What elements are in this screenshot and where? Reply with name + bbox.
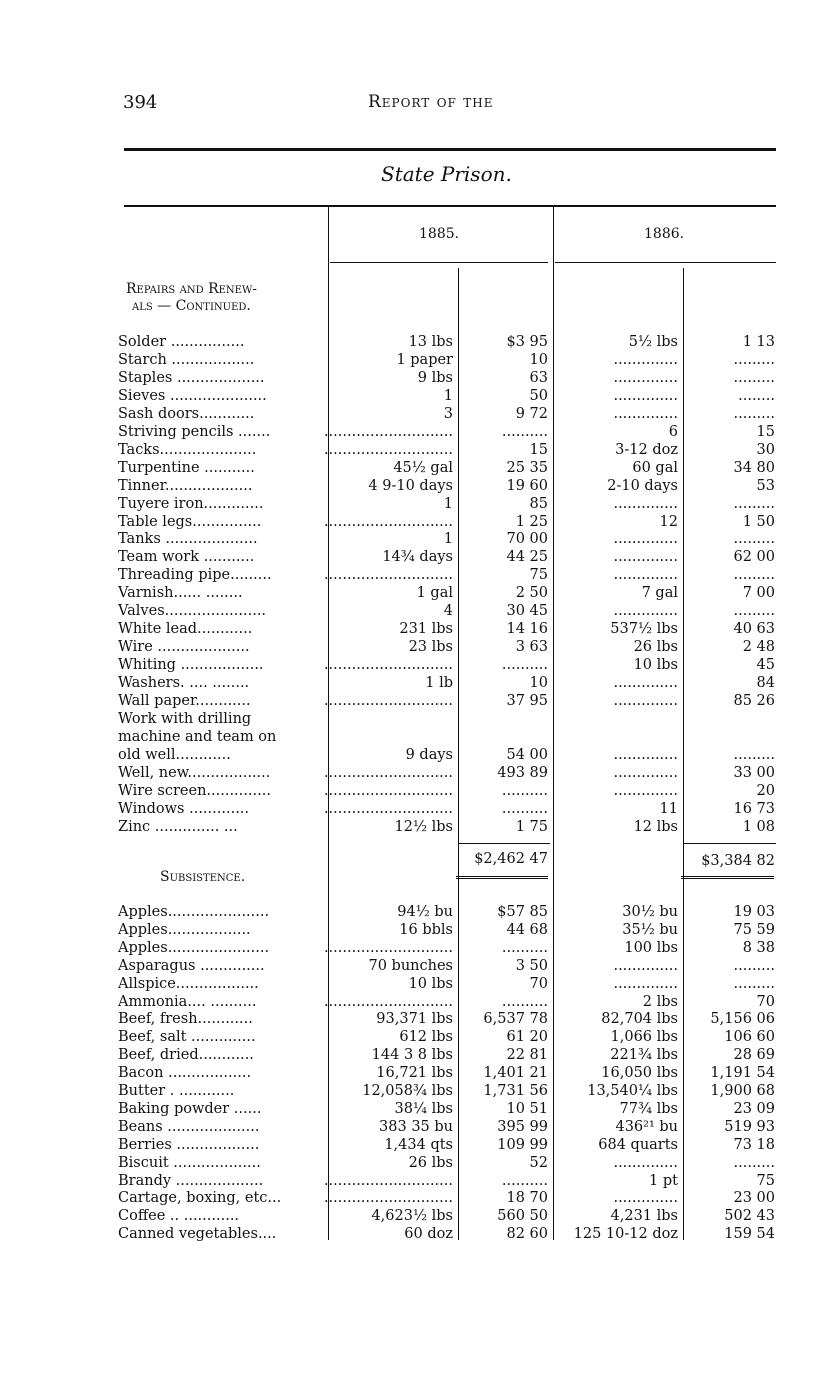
amount-1886: 8 38 bbox=[742, 939, 775, 956]
quantity-1885: 3 bbox=[443, 405, 453, 422]
quantity-1885: 38¼ lbs bbox=[394, 1100, 453, 1117]
amount-1885: 3 50 bbox=[515, 957, 548, 974]
quantity-1886: .............. bbox=[613, 351, 678, 368]
amount-1886: 28 69 bbox=[733, 1047, 775, 1064]
table-row bbox=[0, 764, 831, 782]
row-label: Threading pipe......... bbox=[118, 567, 272, 584]
quantity-1885: 4 bbox=[443, 603, 453, 620]
quantity-1886: 26 lbs bbox=[633, 639, 678, 656]
amount-1885: 52 bbox=[529, 1154, 548, 1171]
amount-1885: 61 20 bbox=[506, 1029, 548, 1046]
running-header: Report of the bbox=[368, 92, 494, 112]
section-heading-subsistence: Subsistence. bbox=[160, 869, 246, 885]
amount-1885: 9 72 bbox=[515, 405, 548, 422]
quantity-1886: 1,066 lbs bbox=[610, 1029, 678, 1046]
quantity-1886: .............. bbox=[613, 369, 678, 386]
table-row bbox=[0, 566, 831, 584]
amount-1886: 34 80 bbox=[733, 459, 775, 476]
amount-1886: 20 bbox=[756, 782, 775, 799]
year-header-1885: 1885. bbox=[419, 226, 460, 242]
table-row bbox=[0, 656, 831, 674]
amount-1886: 1,191 54 bbox=[710, 1065, 775, 1082]
quantity-1885: 1 lb bbox=[425, 675, 453, 692]
quantity-1885: ............................ bbox=[323, 423, 453, 440]
row-label: Biscuit ................... bbox=[118, 1154, 261, 1171]
table-row bbox=[0, 423, 831, 441]
total-double-rule-1886 bbox=[681, 876, 774, 879]
quantity-1886: 7 gal bbox=[641, 585, 678, 602]
amount-1885: 1,401 21 bbox=[483, 1065, 548, 1082]
amount-1885: 10 51 bbox=[506, 1100, 548, 1117]
table-row bbox=[0, 477, 831, 495]
amount-1886: 7 00 bbox=[742, 585, 775, 602]
amount-1885: 44 25 bbox=[506, 549, 548, 566]
table-row bbox=[0, 495, 831, 513]
quantity-1886: 6 bbox=[668, 423, 678, 440]
quantity-1885: ............................ bbox=[323, 764, 453, 781]
table-row bbox=[0, 441, 831, 459]
amount-1885: 25 35 bbox=[506, 459, 548, 476]
amount-1885: 1 75 bbox=[515, 818, 548, 835]
table-row bbox=[0, 513, 831, 531]
amount-1885: 10 bbox=[529, 675, 548, 692]
amount-1885: 15 bbox=[529, 441, 548, 458]
row-label: Turpentine ........... bbox=[118, 459, 255, 476]
quantity-1886: 4,231 lbs bbox=[610, 1208, 678, 1225]
row-label: Asparagus .............. bbox=[118, 957, 265, 974]
quantity-1885: 16 bbls bbox=[399, 921, 453, 938]
quantity-1886: 35½ bu bbox=[622, 921, 678, 938]
amount-1885: 37 95 bbox=[506, 693, 548, 709]
table-row bbox=[0, 1225, 831, 1243]
amount-1885: 50 bbox=[529, 387, 548, 404]
amount-1885: 85 bbox=[529, 495, 548, 512]
row-label: Apples...................... bbox=[118, 939, 270, 956]
amount-1885: 44 68 bbox=[506, 921, 548, 938]
amount-1885: .......... bbox=[501, 1172, 548, 1189]
row-label: White lead............ bbox=[118, 621, 253, 638]
amount-1886: ......... bbox=[733, 1154, 775, 1171]
row-label: Windows ............. bbox=[118, 800, 250, 817]
amount-1885: 54 00 bbox=[506, 746, 548, 763]
row-label: Valves...................... bbox=[118, 603, 267, 620]
table-row bbox=[0, 746, 831, 764]
amount-1886: 33 00 bbox=[733, 764, 775, 781]
quantity-1886: 2-10 days bbox=[607, 477, 678, 494]
table-row bbox=[0, 548, 831, 566]
amount-1886: 53 bbox=[756, 477, 775, 494]
amount-1885: 19 60 bbox=[506, 477, 548, 494]
table-row bbox=[0, 1082, 831, 1100]
quantity-1885: ............................ bbox=[323, 513, 453, 530]
quantity-1885: ............................ bbox=[323, 693, 453, 709]
quantity-1885: 1 bbox=[443, 387, 453, 404]
quantity-1886: 82,704 lbs bbox=[601, 1011, 678, 1028]
quantity-1885: ............................ bbox=[323, 441, 453, 458]
amount-1885: $57 85 bbox=[497, 904, 548, 920]
table-row bbox=[0, 1046, 831, 1064]
amount-1886: 23 00 bbox=[733, 1190, 775, 1207]
quantity-1885: ............................ bbox=[323, 939, 453, 956]
table-row bbox=[0, 1028, 831, 1046]
section-heading-line2: als — Continued. bbox=[132, 298, 251, 314]
quantity-1885: 60 doz bbox=[404, 1226, 453, 1243]
quantity-1885: 1,434 qts bbox=[384, 1136, 453, 1153]
amount-1886: ......... bbox=[733, 603, 775, 620]
quantity-1886: 11 bbox=[659, 800, 678, 817]
year-header-1886: 1886. bbox=[644, 226, 685, 242]
row-label: machine and team on bbox=[118, 728, 277, 745]
amount-1885: .......... bbox=[501, 657, 548, 674]
quantity-1885: 45½ gal bbox=[393, 459, 453, 476]
row-label: Well, new.................. bbox=[118, 764, 271, 781]
table-row bbox=[0, 1136, 831, 1154]
quantity-1885: 231 lbs bbox=[399, 621, 453, 638]
amount-1885: 1 25 bbox=[515, 513, 548, 530]
amount-1885: 82 60 bbox=[506, 1226, 548, 1243]
total-double-rule-1885 bbox=[456, 876, 548, 879]
amount-1886: 19 03 bbox=[733, 904, 775, 920]
amount-1886: 73 18 bbox=[733, 1136, 775, 1153]
quantity-1886: 125 10-12 doz bbox=[573, 1226, 678, 1243]
quantity-1886: 10 lbs bbox=[633, 657, 678, 674]
amount-1885: 109 99 bbox=[497, 1136, 548, 1153]
amount-1885: 1,731 56 bbox=[483, 1083, 548, 1099]
amount-1886: 502 43 bbox=[724, 1208, 775, 1225]
amount-1886: 15 bbox=[756, 423, 775, 440]
total-underline-1885 bbox=[458, 843, 550, 844]
amount-1886: ......... bbox=[733, 746, 775, 763]
amount-1886: 16 73 bbox=[733, 800, 775, 817]
quantity-1885: 383 35 bu bbox=[379, 1118, 453, 1135]
table-row bbox=[0, 1118, 831, 1136]
row-label: Wire .................... bbox=[118, 639, 250, 656]
amount-1885: 70 00 bbox=[506, 531, 548, 548]
row-label: Beef, dried............ bbox=[118, 1047, 254, 1064]
quantity-1886: 12 lbs bbox=[633, 818, 678, 835]
row-label: Washers. .... ........ bbox=[118, 675, 250, 692]
quantity-1886: .............. bbox=[613, 693, 678, 709]
amount-1886: ......... bbox=[733, 957, 775, 974]
quantity-1885: ............................ bbox=[323, 657, 453, 674]
quantity-1886: 684 quarts bbox=[598, 1136, 678, 1153]
table-row bbox=[0, 405, 831, 423]
quantity-1885: 12½ lbs bbox=[394, 818, 453, 835]
table-row bbox=[0, 1154, 831, 1172]
row-label: Table legs............... bbox=[118, 513, 262, 530]
amount-1885: .......... bbox=[501, 800, 548, 817]
quantity-1885: 70 bunches bbox=[368, 957, 453, 974]
quantity-1885: 23 lbs bbox=[408, 639, 453, 656]
amount-1886: 1 50 bbox=[742, 513, 775, 530]
quantity-1885: ............................ bbox=[323, 800, 453, 817]
quantity-1885: 4 9-10 days bbox=[368, 477, 453, 494]
quantity-1885: 12,058¾ lbs bbox=[362, 1083, 453, 1099]
amount-1886: 30 bbox=[756, 441, 775, 458]
amount-1885: .......... bbox=[501, 782, 548, 799]
table-row bbox=[0, 1010, 831, 1028]
row-label: Starch .................. bbox=[118, 351, 255, 368]
quantity-1885: 144 3 8 lbs bbox=[371, 1047, 453, 1064]
amount-1886: 2 48 bbox=[742, 639, 775, 656]
amount-1886: 84 bbox=[756, 675, 775, 692]
table-row bbox=[0, 939, 831, 957]
quantity-1886: .............. bbox=[613, 1154, 678, 1171]
quantity-1885: 612 lbs bbox=[399, 1029, 453, 1046]
row-label: Whiting .................. bbox=[118, 657, 264, 674]
quantity-1886: 100 lbs bbox=[624, 939, 678, 956]
amount-1886: 85 26 bbox=[733, 693, 775, 709]
quantity-1886: 60 gal bbox=[632, 459, 678, 476]
row-label: Sash doors............ bbox=[118, 405, 255, 422]
table-row bbox=[0, 818, 831, 836]
table-row bbox=[0, 351, 831, 369]
amount-1885: $3 95 bbox=[506, 334, 548, 350]
row-label: Butter . ............ bbox=[118, 1083, 235, 1099]
amount-1886: 45 bbox=[756, 657, 775, 674]
quantity-1886: .............. bbox=[613, 1190, 678, 1207]
quantity-1886: 30½ bu bbox=[622, 904, 678, 920]
quantity-1886: 537½ lbs bbox=[610, 621, 678, 638]
quantity-1885: 10 lbs bbox=[408, 975, 453, 992]
quantity-1886: 77¾ lbs bbox=[619, 1100, 678, 1117]
table-row bbox=[0, 975, 831, 993]
quantity-1885: ............................ bbox=[323, 1172, 453, 1189]
amount-1886: 70 bbox=[756, 993, 775, 1010]
quantity-1886: .............. bbox=[613, 746, 678, 763]
row-label: Coffee .. ............ bbox=[118, 1208, 240, 1225]
amount-1886: ......... bbox=[733, 531, 775, 548]
row-label: Canned vegetables.... bbox=[118, 1226, 277, 1243]
amount-1886: 23 09 bbox=[733, 1100, 775, 1117]
amount-1885: 395 99 bbox=[497, 1118, 548, 1135]
quantity-1885: 9 days bbox=[405, 746, 453, 763]
amount-1886: 1 08 bbox=[742, 818, 775, 835]
row-label: Tuyere iron............. bbox=[118, 495, 264, 512]
table-row bbox=[0, 530, 831, 548]
quantity-1886: .............. bbox=[613, 675, 678, 692]
quantity-1886: 221¾ lbs bbox=[610, 1047, 678, 1064]
table-row bbox=[0, 1064, 831, 1082]
amount-1886: ......... bbox=[733, 495, 775, 512]
quantity-1885: 93,371 lbs bbox=[376, 1011, 453, 1028]
row-label: Team work ........... bbox=[118, 549, 255, 566]
table-title: State Prison. bbox=[381, 162, 512, 186]
table-row bbox=[0, 710, 831, 728]
table-row bbox=[0, 957, 831, 975]
quantity-1886: .............. bbox=[613, 975, 678, 992]
quantity-1885: ............................ bbox=[323, 782, 453, 799]
row-label: Wall paper............ bbox=[118, 693, 251, 709]
row-label: Tinner................... bbox=[118, 477, 253, 494]
quantity-1886: .............. bbox=[613, 567, 678, 584]
row-label: Bacon .................. bbox=[118, 1065, 252, 1082]
amount-1886: 75 bbox=[756, 1172, 775, 1189]
quantity-1885: 16,721 lbs bbox=[376, 1065, 453, 1082]
table-row bbox=[0, 459, 831, 477]
amount-1886: ......... bbox=[733, 369, 775, 386]
quantity-1886: 2 lbs bbox=[642, 993, 678, 1010]
quantity-1886: .............. bbox=[613, 782, 678, 799]
quantity-1885: ............................ bbox=[323, 1190, 453, 1207]
table-row bbox=[0, 584, 831, 602]
row-label: old well............ bbox=[118, 746, 231, 763]
row-label: Tacks..................... bbox=[118, 441, 257, 458]
quantity-1886: .............. bbox=[613, 764, 678, 781]
row-label: Solder ................ bbox=[118, 334, 245, 350]
quantity-1886: .............. bbox=[613, 531, 678, 548]
amount-1885: 6,537 78 bbox=[483, 1011, 548, 1028]
quantity-1886: .............. bbox=[613, 387, 678, 404]
amount-1885: .......... bbox=[501, 939, 548, 956]
quantity-1885: 9 lbs bbox=[417, 369, 453, 386]
section-heading-line1: Repairs and Renew- bbox=[126, 281, 257, 297]
amount-1885: 18 70 bbox=[506, 1190, 548, 1207]
row-label: Apples.................. bbox=[118, 921, 251, 938]
row-label: Tanks .................... bbox=[118, 531, 258, 548]
row-label: Allspice.................. bbox=[118, 975, 259, 992]
quantity-1886: .............. bbox=[613, 495, 678, 512]
row-label: Cartage, boxing, etc... bbox=[118, 1190, 282, 1207]
amount-1885: 70 bbox=[529, 975, 548, 992]
amount-1885: 493 89 bbox=[497, 764, 548, 781]
amount-1886: 75 59 bbox=[733, 921, 775, 938]
quantity-1885: 1 bbox=[443, 531, 453, 548]
amount-1886: ........ bbox=[738, 387, 775, 404]
table-row bbox=[0, 602, 831, 620]
table-row bbox=[0, 692, 831, 710]
row-label: Brandy ................... bbox=[118, 1172, 264, 1189]
table-row bbox=[0, 674, 831, 692]
quantity-1886: 436²¹ bu bbox=[615, 1118, 678, 1135]
quantity-1886: 13,540¼ lbs bbox=[587, 1083, 678, 1099]
amount-1885: .......... bbox=[501, 993, 548, 1010]
table-row bbox=[0, 921, 831, 939]
quantity-1886: 12 bbox=[659, 513, 678, 530]
table-row bbox=[0, 369, 831, 387]
amount-1886: 519 93 bbox=[724, 1118, 775, 1135]
row-label: Beef, fresh............ bbox=[118, 1011, 253, 1028]
table-row bbox=[0, 387, 831, 405]
row-label: Wire screen.............. bbox=[118, 782, 271, 799]
row-label: Striving pencils ....... bbox=[118, 423, 271, 440]
amount-1885: .......... bbox=[501, 423, 548, 440]
amount-1886: ......... bbox=[733, 405, 775, 422]
table-row bbox=[0, 333, 831, 351]
quantity-1885: 4,623½ lbs bbox=[371, 1208, 453, 1225]
table-row bbox=[0, 1172, 831, 1190]
quantity-1885: 1 paper bbox=[396, 351, 453, 368]
total-underline-1886 bbox=[683, 843, 776, 844]
table-row bbox=[0, 993, 831, 1011]
quantity-1886: 1 pt bbox=[649, 1172, 678, 1189]
amount-1886: 40 63 bbox=[733, 621, 775, 638]
quantity-1885: 14¾ days bbox=[382, 549, 453, 566]
row-label: Beans .................... bbox=[118, 1118, 260, 1135]
quantity-1886: .............. bbox=[613, 549, 678, 566]
amount-1885: 22 81 bbox=[506, 1047, 548, 1064]
quantity-1886: .............. bbox=[613, 957, 678, 974]
table-row bbox=[0, 1207, 831, 1225]
quantity-1885: 1 gal bbox=[416, 585, 453, 602]
quantity-1886: 3-12 doz bbox=[615, 441, 678, 458]
amount-1885: 2 50 bbox=[515, 585, 548, 602]
total-1886: $3,384 82 bbox=[701, 853, 775, 869]
quantity-1885: ............................ bbox=[323, 567, 453, 584]
amount-1886: ......... bbox=[733, 351, 775, 368]
amount-1885: 63 bbox=[529, 369, 548, 386]
table-row bbox=[0, 1189, 831, 1207]
table-row bbox=[0, 782, 831, 800]
quantity-1886: 16,050 lbs bbox=[601, 1065, 678, 1082]
amount-1885: 560 50 bbox=[497, 1208, 548, 1225]
table-row bbox=[0, 903, 831, 921]
page-number: 394 bbox=[123, 92, 158, 113]
table-row bbox=[0, 638, 831, 656]
quantity-1885: 26 lbs bbox=[408, 1154, 453, 1171]
row-label: Baking powder ...... bbox=[118, 1100, 262, 1117]
amount-1886: 159 54 bbox=[724, 1226, 775, 1243]
amount-1885: 30 45 bbox=[506, 603, 548, 620]
row-label: Staples ................... bbox=[118, 369, 265, 386]
table-row bbox=[0, 800, 831, 818]
amount-1885: 3 63 bbox=[515, 639, 548, 656]
quantity-1886: 5½ lbs bbox=[628, 334, 678, 350]
amount-1886: 106 60 bbox=[724, 1029, 775, 1046]
amount-1885: 14 16 bbox=[506, 621, 548, 638]
amount-1886: 1,900 68 bbox=[710, 1083, 775, 1099]
quantity-1886: .............. bbox=[613, 603, 678, 620]
amount-1886: 5,156 06 bbox=[710, 1011, 775, 1028]
quantity-1885: 13 lbs bbox=[408, 334, 453, 350]
quantity-1885: ............................ bbox=[323, 993, 453, 1010]
quantity-1885: 1 bbox=[443, 495, 453, 512]
row-label: Work with drilling bbox=[118, 710, 252, 727]
amount-1886: 62 00 bbox=[733, 549, 775, 566]
row-label: Sieves ..................... bbox=[118, 387, 267, 404]
total-1885: $2,462 47 bbox=[474, 851, 548, 867]
row-label: Beef, salt .............. bbox=[118, 1029, 256, 1046]
row-label: Varnish...... ........ bbox=[118, 585, 243, 602]
row-label: Apples...................... bbox=[118, 904, 270, 920]
amount-1886: 1 13 bbox=[742, 334, 775, 350]
row-label: Zinc .............. ... bbox=[118, 818, 238, 835]
row-label: Berries .................. bbox=[118, 1136, 260, 1153]
table-row bbox=[0, 728, 831, 746]
table-row bbox=[0, 620, 831, 638]
amount-1886: ......... bbox=[733, 975, 775, 992]
row-label: Ammonia.... .......... bbox=[118, 993, 257, 1010]
table-row bbox=[0, 1100, 831, 1118]
amount-1885: 75 bbox=[529, 567, 548, 584]
amount-1885: 10 bbox=[529, 351, 548, 368]
quantity-1885: 94½ bu bbox=[397, 904, 453, 920]
quantity-1886: .............. bbox=[613, 405, 678, 422]
amount-1886: ......... bbox=[733, 567, 775, 584]
